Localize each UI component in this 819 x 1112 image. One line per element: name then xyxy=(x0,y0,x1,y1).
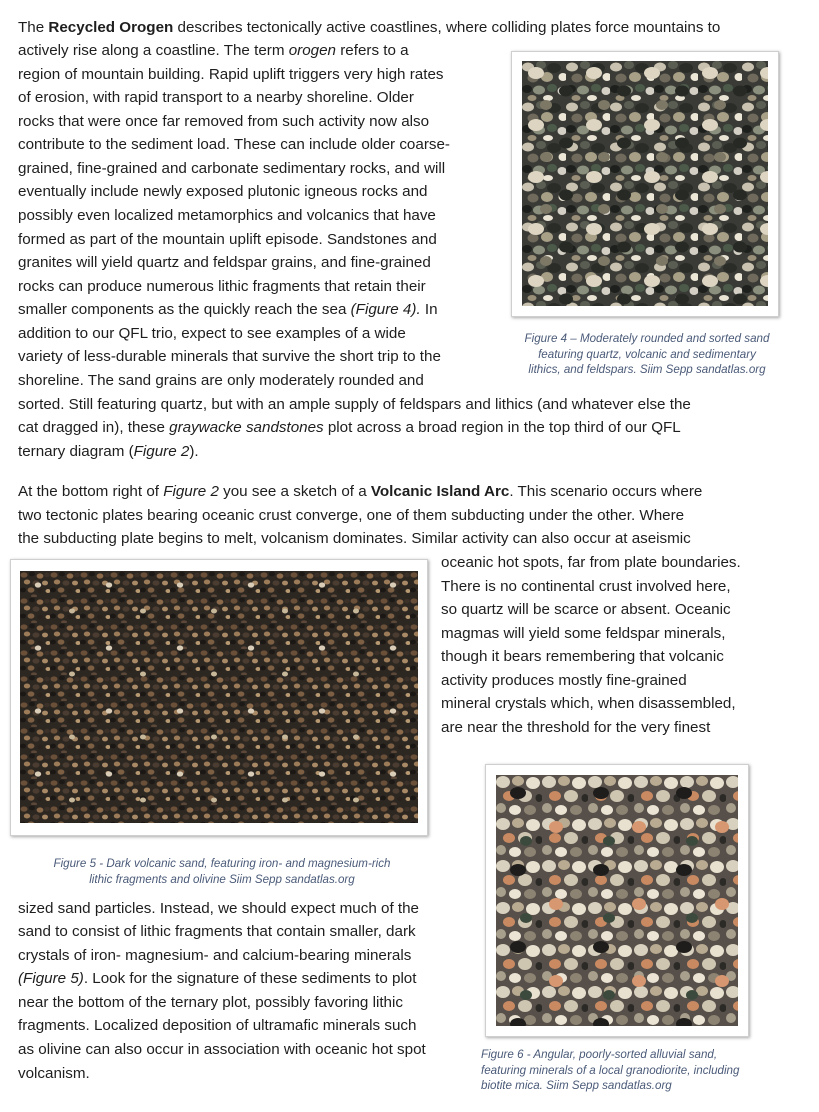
figure-4-caption-line-2: featuring quartz, volcanic and sedimentary xyxy=(538,347,756,361)
p1-line-5: rocks that were once far removed from such activity now also xyxy=(18,113,430,130)
p2-line-19: volcanism. xyxy=(18,1065,90,1082)
p1-line-11: granites will yield quartz and feldspar grains, and fine-grained xyxy=(18,254,431,271)
p2-line-3: the subducting plate begins to melt, volcanism dominates. Similar activity can also occur at aseismic xyxy=(18,530,691,547)
p2-line-13: sand to consist of lithic fragments that contain smaller, dark xyxy=(18,923,416,940)
p2-line-10: mineral crystals which, when disassembled, xyxy=(441,695,736,712)
p2-line-1: At the bottom right of Figure 2 you see a sketch of a Volcanic Island Arc. This scenario occurs where xyxy=(18,483,703,500)
p2-line-5: There is no continental crust involved here, xyxy=(441,578,731,595)
p2-line-8: though it bears remembering that volcanic xyxy=(441,648,724,665)
p1-line-2: actively rise along a coastline. The term orogen refers to a xyxy=(18,42,409,59)
p1-line-14: addition to our QFL trio, expect to see examples of a wide xyxy=(18,325,406,342)
figure-4-caption-line-3: lithics, and feldspars. Siim Sepp sandatlas.org xyxy=(528,363,766,376)
figure-4-caption-line-1: Figure 4 – Moderately rounded and sorted sand xyxy=(524,332,770,345)
figure-5-sand-photo xyxy=(20,571,418,823)
p2-line-12: sized sand particles. Instead, we should expect much of the xyxy=(18,900,420,917)
p1-line-6: contribute to the sediment load. These can include older coarse- xyxy=(18,136,450,153)
figure-5-caption-line-1: Figure 5 - Dark volcanic sand, featuring iron- and magnesium-rich xyxy=(53,857,391,870)
figure-5-caption-line-2: lithic fragments and olivine Siim Sepp sandatlas.org xyxy=(89,872,355,886)
p2-line-11: are near the threshold for the very finest xyxy=(441,719,711,736)
figure-6-caption-line-3: biotite mica. Siim Sepp sandatlas.org xyxy=(481,1079,672,1092)
p1-line-1: The Recycled Orogen describes tectonically active coastlines, where colliding plates force mountains to xyxy=(18,19,721,36)
figure-4-caption xyxy=(514,331,780,378)
p1-line-13: smaller components as the quickly reach the sea (Figure 4). In xyxy=(18,301,438,318)
p2-line-16: near the bottom of the ternary plot, possibly favoring lithic xyxy=(18,994,403,1011)
p1-line-18: cat dragged in), these graywacke sandstones plot across a broad region in the top third of our QFL xyxy=(18,419,681,436)
figure-6-caption xyxy=(481,1047,739,1094)
p2-line-4: oceanic hot spots, far from plate boundaries. xyxy=(441,554,741,571)
figure-6-caption-line-1: Figure 6 - Angular, poorly-sorted alluvial sand, xyxy=(481,1048,718,1061)
p1-line-8: eventually include newly exposed plutonic igneous rocks and xyxy=(18,183,428,200)
p2-line-14: crystals of iron- magnesium- and calcium-bearing minerals xyxy=(18,947,412,964)
p1-line-16: shoreline. The sand grains are only moderately rounded and xyxy=(18,372,424,389)
p1-line-17: sorted. Still featuring quartz, but with an ample supply of feldspars and lithics (and whatever else the xyxy=(18,396,691,413)
p2-line-17: fragments. Localized deposition of ultramafic minerals such xyxy=(18,1017,417,1034)
p2-line-15: (Figure 5). Look for the signature of these sediments to plot xyxy=(18,970,417,987)
p1-line-19: ternary diagram (Figure 2). xyxy=(18,443,199,460)
figure-4-frame xyxy=(511,51,779,317)
figure-5-frame xyxy=(10,559,428,836)
figure-4-sand-photo xyxy=(522,61,768,306)
p1-line-7: grained, fine-grained and carbonate sedimentary rocks, and will xyxy=(18,160,446,177)
p1-line-15: variety of less-durable minerals that survive the short trip to the xyxy=(18,348,441,365)
p1-line-9: possibly even localized metamorphics and volcanics that have xyxy=(18,207,436,224)
figure-6-frame xyxy=(485,764,749,1037)
p2-line-2: two tectonic plates bearing oceanic crust converge, one of them subducting under the other. Where xyxy=(18,507,685,524)
figure-6-sand-photo xyxy=(496,775,738,1026)
figure-6-caption-line-2: featuring minerals of a local granodiorite, including xyxy=(481,1063,740,1077)
p2-line-9: activity produces mostly fine-grained xyxy=(441,672,687,689)
p1-line-10: formed as part of the mountain uplift episode. Sandstones and xyxy=(18,231,437,248)
p2-line-6: so quartz will be scarce or absent. Oceanic xyxy=(441,601,731,618)
p2-line-18: as olivine can also occur in association with oceanic hot spot xyxy=(18,1041,426,1058)
p1-line-3: region of mountain building. Rapid uplift triggers very high rates xyxy=(18,66,444,83)
p1-line-12: rocks can produce numerous lithic fragments that retain their xyxy=(18,278,426,295)
p1-line-4: of erosion, with rapid transport to a nearby shoreline. Older xyxy=(18,89,414,106)
figure-5-caption xyxy=(10,856,434,887)
p2-line-7: magmas will yield some feldspar minerals, xyxy=(441,625,726,642)
